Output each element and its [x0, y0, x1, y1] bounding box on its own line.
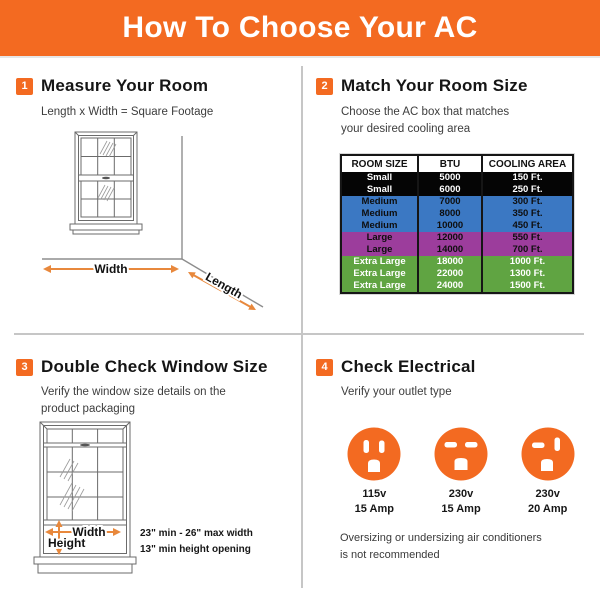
window-size-note: 23" min - 26" max width 13" min height opening [140, 528, 253, 555]
table-row: Medium 10000 450 Ft. [341, 220, 573, 232]
section-title: Double Check Window Size [41, 357, 268, 376]
window-size-illustration [26, 415, 144, 587]
outlet-115v-icon [347, 427, 401, 481]
page-title: How To Choose Your AC [122, 11, 478, 44]
table-row: Large 12000 550 Ft. [341, 232, 573, 244]
table-row: Large 14000 700 Ft. [341, 244, 573, 256]
outlet-115v-15amp [331, 427, 418, 517]
section-subtitle: Verify your outlet type [341, 386, 452, 398]
width-label: Width [72, 525, 106, 539]
outlet-230v-20amp [504, 427, 591, 517]
table-row: Extra Large 22000 1300 Ft. [341, 268, 573, 280]
section-check-electrical [300, 333, 600, 600]
step-3-badge: 3 [16, 359, 33, 376]
section-title: Check Electrical [341, 357, 476, 376]
height-label: Height [48, 536, 86, 550]
outlet-label: 115v 15 Amp [354, 488, 394, 515]
table-row: Extra Large 24000 1500 Ft. [341, 280, 573, 293]
window-icon [34, 422, 136, 573]
outlet-label: 230v 15 Amp [441, 488, 481, 515]
section-subtitle: Verify the window size details on the product packaging [41, 386, 226, 415]
width-label: Width [94, 262, 128, 276]
btu-sizing-table [340, 154, 574, 294]
section-match-room-size [300, 58, 600, 333]
step-2-badge: 2 [316, 78, 333, 95]
sizing-warning-note: Oversizing or undersizing air conditioners is not recommended [340, 532, 542, 561]
section-title: Match Your Room Size [341, 76, 528, 95]
length-label: Length [203, 269, 245, 302]
outlet-types-row [331, 427, 591, 517]
table-header-row: ROOM SIZE BTU COOLING AREA [341, 155, 573, 172]
outlet-label: 230v 20 Amp [528, 488, 568, 515]
table-row: Extra Large 18000 1000 Ft. [341, 256, 573, 268]
table-row: Medium 8000 350 Ft. [341, 208, 573, 220]
header-banner [0, 0, 600, 58]
section-subtitle: Choose the AC box that matches your desired cooling area [341, 106, 510, 135]
room-window-illustration [20, 126, 280, 314]
step-4-badge: 4 [316, 359, 333, 376]
step-1-badge: 1 [16, 78, 33, 95]
section-title: Measure Your Room [41, 76, 209, 95]
outlet-230v-15amp [418, 427, 505, 517]
table-row: Small 5000 150 Ft. [341, 172, 573, 184]
table-row: Small 6000 250 Ft. [341, 184, 573, 196]
window-icon [70, 132, 142, 234]
section-double-check-window [0, 333, 300, 600]
outlet-230v-20amp-icon [521, 427, 575, 481]
section-measure-room [0, 58, 300, 333]
section-subtitle: Length x Width = Square Footage [41, 106, 214, 118]
outlet-230v-15amp-icon [434, 427, 488, 481]
table-row: Medium 7000 300 Ft. [341, 196, 573, 208]
